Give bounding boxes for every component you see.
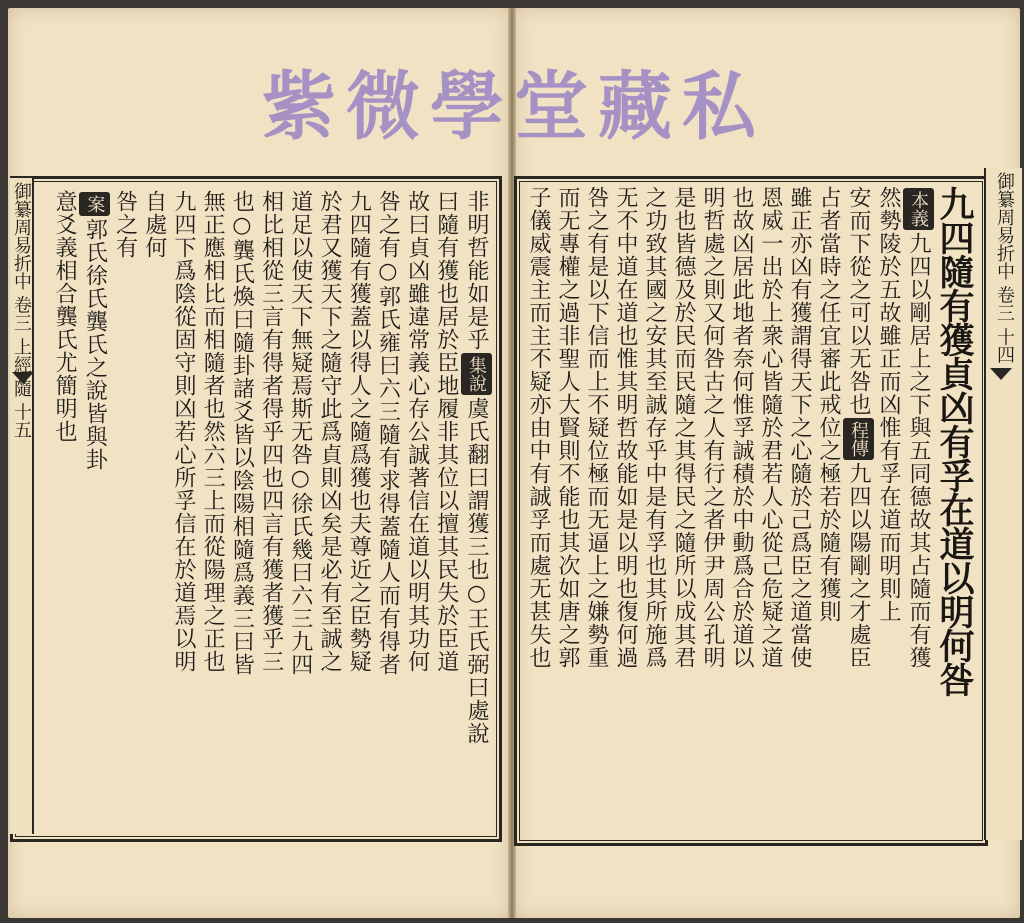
commentary-tag: 本義 <box>903 188 934 230</box>
text-column <box>110 190 139 830</box>
right-heading: 九四隨有獲貞凶有孚在道以明何咎 <box>934 186 975 696</box>
left-fold-margin-text: 御纂周易折中 卷三 上經 隨 十五 <box>11 182 32 439</box>
text-segment: 道足以使天下無疑焉斯无咎○徐氏幾曰六三九四 <box>287 190 313 676</box>
text-column <box>432 190 461 830</box>
text-segment: 虞氏翻曰謂獲三也○王氏弼曰處說 <box>464 397 489 745</box>
text-segment: 无不中道在道也惟其明哲故能如是以明也復何過 <box>613 186 638 669</box>
text-segment: 非明哲能如是乎 <box>464 190 489 351</box>
text-column <box>140 190 169 830</box>
commentary-tag: 集說 <box>461 353 492 395</box>
text-segment: 也○龔氏煥曰隨卦諸爻皆以陰陽相隨爲義三曰皆 <box>229 190 255 676</box>
fishtail-mark <box>12 372 34 384</box>
text-column <box>524 186 553 834</box>
text-segment: 是也皆德及於民而民隨之其得民之隨所以成其君 <box>671 186 696 669</box>
text-column <box>669 186 698 834</box>
text-column <box>843 186 874 834</box>
commentary-tag: 案 <box>79 192 110 216</box>
text-column <box>402 190 431 830</box>
right-text-columns <box>520 186 934 834</box>
text-column <box>315 190 344 830</box>
text-column <box>198 190 227 830</box>
text-segment: 雖正亦凶有獲謂得天下之心隨於己爲臣之道當使 <box>787 186 812 669</box>
right-fold-margin-text: 御纂周易折中 卷三 十四 <box>994 172 1015 364</box>
text-segment: 於君又獲天下之隨守此爲貞則凶矣是必有至誠之 <box>316 190 342 673</box>
text-column <box>785 186 814 834</box>
text-segment: 咎之有 <box>112 190 138 259</box>
commentary-tag: 程傳 <box>843 418 874 460</box>
text-column <box>286 190 315 830</box>
text-segment: 九四以陽剛之才處臣 <box>846 462 871 669</box>
text-segment: 明哲處之則又何咎古之人有行之者伊尹周公孔明 <box>700 186 725 669</box>
text-column <box>256 190 285 830</box>
text-column <box>169 190 198 830</box>
text-segment: 咎之有是以下信而上不疑位極而无逼上之嫌勢重 <box>584 186 609 669</box>
text-column <box>373 190 402 830</box>
text-segment: 咎之有○郭氏雍曰六三隨有求得蓋隨人而有得者 <box>375 190 401 676</box>
text-column <box>698 186 727 834</box>
text-column <box>227 190 256 830</box>
text-segment: 郭氏徐氏龔氏之說皆與卦 <box>82 218 108 471</box>
text-column <box>814 186 843 834</box>
text-column <box>50 190 79 830</box>
text-segment: 然勢陵於五故雖正而凶惟有孚在道而明則上 <box>876 186 901 623</box>
text-segment: 恩威一出於上衆心皆隨於君若人心從己危疑之道 <box>758 186 783 669</box>
text-column <box>874 186 903 834</box>
text-segment: 故曰貞凶雖違常義心存公誠著信在道以明其功何 <box>404 190 430 673</box>
text-segment: 安而下從之可以无咎也 <box>846 186 871 416</box>
fishtail-mark <box>990 368 1012 380</box>
text-column <box>903 186 934 834</box>
text-segment: 九四隨有獲蓋以得人之隨爲獲也夫尊近之臣勢疑 <box>346 190 372 673</box>
collector-stamp: 紫微學堂藏私 <box>262 64 766 150</box>
text-segment: 無正應相比而相隨者也然六三上而從陽理之正也 <box>200 190 226 673</box>
text-column <box>640 186 669 834</box>
text-segment: 九四以剛居上之下與五同德故其占隨而有獲 <box>906 232 931 669</box>
text-segment: 九四下爲陰從固守則凶若心所孚信在於道焉以明 <box>170 190 196 673</box>
text-segment: 之功致其國之安其至誠存乎中是有孚也其所施爲 <box>642 186 667 669</box>
text-segment: 意爻義相合龔氏尤簡明也 <box>52 190 78 443</box>
text-segment: 子儀威震主而主不疑亦由中有誠孚而處无甚失也 <box>526 186 551 669</box>
text-segment: 自處何 <box>141 190 167 259</box>
right-fold-margin <box>984 168 1022 840</box>
left-fold-margin <box>10 178 34 834</box>
text-segment: 占者當時之任宜審此戒位之極若於隨有獲則 <box>816 186 841 623</box>
text-segment: 曰隨有獲也居於臣地履非其位以擅其民失於臣道 <box>433 190 459 673</box>
text-segment: 也故凶居此地者奈何惟孚誠積於中動爲合於道以 <box>729 186 754 669</box>
text-column <box>611 186 640 834</box>
text-column <box>727 186 756 834</box>
text-column <box>756 186 785 834</box>
text-column <box>553 186 582 834</box>
text-column <box>461 190 492 830</box>
text-column <box>344 190 373 830</box>
text-column <box>79 190 110 830</box>
text-segment: 而无專權之過非聖人大賢則不能也其次如唐之郭 <box>555 186 580 669</box>
text-segment: 相比相從三言有得者得乎四也四言有獲者獲乎三 <box>258 190 284 673</box>
text-column <box>582 186 611 834</box>
left-text-columns <box>36 190 492 830</box>
